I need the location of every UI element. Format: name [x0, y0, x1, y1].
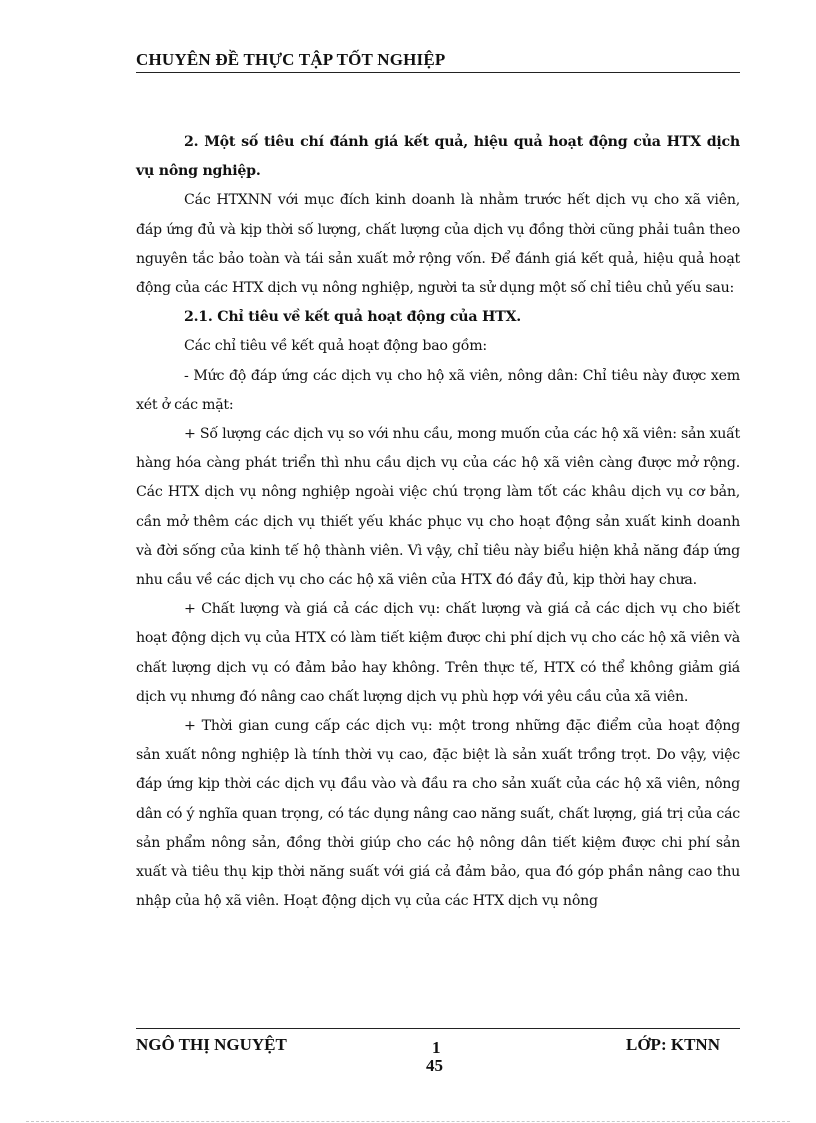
footer-divider: [136, 1028, 740, 1029]
page-header-title: CHUYÊN ĐỀ THỰC TẬP TỐT NGHIỆP: [136, 50, 446, 69]
body-paragraph: + Số lượng các dịch vụ so với nhu cầu, mong muốn của các hộ xã viên: sản xuất hàng hóa càng phát triển thì nhu cầu dịch vụ của các hộ xã viên càng được mở rộng. Các HTX dịch vụ nông nghiệp ngoài việc chú trọng làm tốt các khâu dịch vụ cơ bản, cần mở thêm các dịch vụ thiết yếu khác phục vụ cho hoạt động sản xuất kinh doanh và đời sống của kinh tế hộ thành viên. Vì vậy, chỉ tiêu này biểu hiện khả năng đáp ứng nhu cầu về các dịch vụ cho các hộ xã viên của HTX đó đầy đủ, kịp thời hay chưa.: [136, 426, 740, 589]
document-body: [136, 128, 740, 916]
page-number: 1: [432, 1038, 441, 1057]
page-bottom-border: [26, 1121, 790, 1122]
body-paragraph: Các HTXNN với mục đích kinh doanh là nhằm trước hết dịch vụ cho xã viên, đáp ứng đủ và kịp thời số lượng, chất lượng của dịch vụ đồng thời cũng phải tuân theo nguyên tắc bảo toàn và tái sản xuất mở rộng vốn. Để đánh giá kết quả, hiệu quả hoạt động của các HTX dịch vụ nông nghiệp, người ta sử dụng một số chỉ tiêu chủ yếu sau:: [136, 192, 740, 297]
body-paragraph: + Chất lượng và giá cả các dịch vụ: chất lượng và giá cả các dịch vụ cho biết hoạt động dịch vụ của HTX có làm tiết kiệm được chi phí dịch vụ cho các hộ xã viên và chất lượng dịch vụ có đảm bảo hay không. Trên thực tế, HTX có thể không giảm giá dịch vụ nhưng đó nâng cao chất lượng dịch vụ phù hợp với yêu cầu của xã viên.: [136, 601, 740, 705]
body-paragraph: - Mức độ đáp ứng các dịch vụ cho hộ xã viên, nông dân: Chỉ tiêu này được xem xét ở các mặt:: [136, 367, 740, 413]
section-heading: 2. Một số tiêu chí đánh giá kết quả, hiệu quả hoạt động của HTX dịch vụ nông nghiệp.: [136, 134, 740, 180]
body-paragraph: + Thời gian cung cấp các dịch vụ: một trong những đặc điểm của hoạt động sản xuất nông nghiệp là tính thời vụ cao, đặc biệt là sản xuất trồng trọt. Do vậy, việc đáp ứng kịp thời các dịch vụ đầu vào và đầu ra cho sản xuất của các hộ xã viên, nông dân có ý nghĩa quan trọng, có tác dụng nâng cao năng suất, chất lượng, giá trị của các sản phẩm nông sản, đồng thời giúp cho các hộ nông dân tiết kiệm được chi phí sản xuất và tiêu thụ kịp thời năng suất với giá cả đảm bảo, qua đó góp phần nâng cao thu nhập của hộ xã viên. Hoạt động dịch vụ của các HTX dịch vụ nông: [136, 718, 740, 910]
body-paragraph: Các chỉ tiêu về kết quả hoạt động bao gồm:: [184, 338, 487, 355]
header-divider: [136, 72, 740, 73]
footer-author: NGÔ THỊ NGUYỆT: [136, 1035, 287, 1054]
page-total: 45: [426, 1056, 443, 1075]
footer-class-label: LỚP: KTNN: [626, 1035, 720, 1054]
subsection-heading: 2.1. Chỉ tiêu về kết quả hoạt động của HTX.: [184, 309, 521, 326]
